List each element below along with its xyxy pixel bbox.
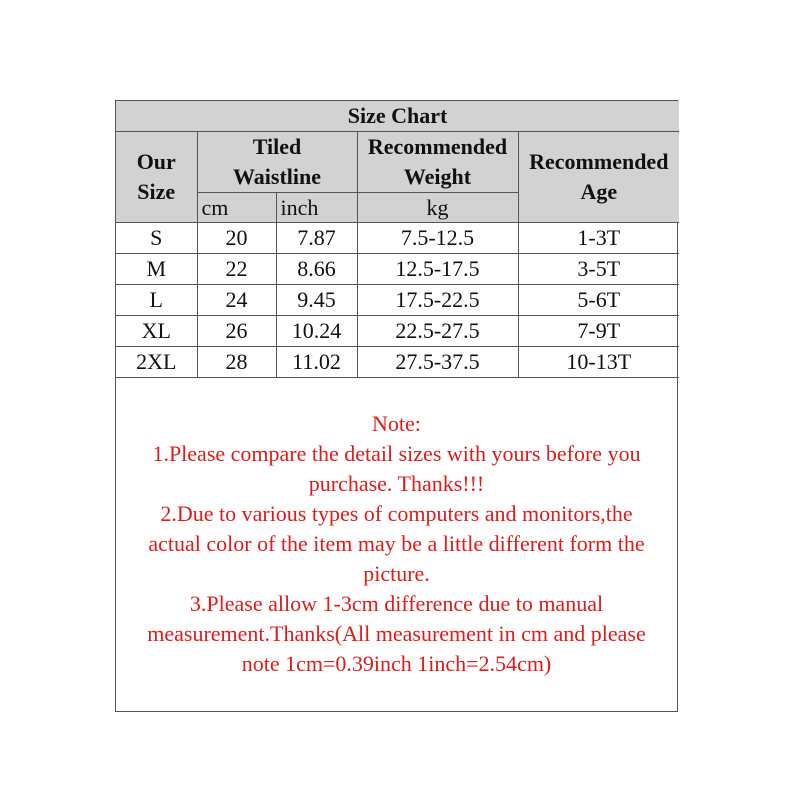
note-line: purchase. Thanks!!! xyxy=(308,471,485,496)
cell-age: 3-5T xyxy=(518,254,679,285)
note-line: measurement.Thanks(All measurement in cm and please xyxy=(147,621,646,646)
cell-age: 5-6T xyxy=(518,285,679,316)
cell-weight: 22.5-27.5 xyxy=(357,316,518,347)
cell-weight: 12.5-17.5 xyxy=(357,254,518,285)
cell-size: XL xyxy=(116,316,197,347)
note-heading: Note: xyxy=(372,411,421,436)
cell-size: M xyxy=(116,254,197,285)
unit-inch: inch xyxy=(276,193,357,223)
cell-inch: 8.66 xyxy=(276,254,357,285)
cell-cm: 24 xyxy=(197,285,276,316)
cell-age: 1-3T xyxy=(518,223,679,254)
cell-inch: 9.45 xyxy=(276,285,357,316)
table-title: Size Chart xyxy=(116,101,679,132)
cell-age: 10-13T xyxy=(518,347,679,378)
table-row xyxy=(116,223,679,254)
table-row xyxy=(116,254,679,285)
cell-cm: 22 xyxy=(197,254,276,285)
unit-cm: cm xyxy=(197,193,276,223)
size-chart-table xyxy=(116,101,679,378)
header-tiled-waistline: Tiled Waistline xyxy=(197,132,357,193)
cell-inch: 7.87 xyxy=(276,223,357,254)
note-line: note 1cm=0.39inch 1inch=2.54cm) xyxy=(241,651,552,676)
table-row xyxy=(116,316,679,347)
cell-inch: 11.02 xyxy=(276,347,357,378)
unit-kg: kg xyxy=(357,193,518,223)
note-line: 2.Due to various types of computers and monitors,the xyxy=(160,501,633,526)
note-line: 1.Please compare the detail sizes with yours before you xyxy=(152,441,641,466)
note-line: 3.Please allow 1-3cm difference due to manual xyxy=(189,591,604,616)
cell-age: 7-9T xyxy=(518,316,679,347)
cell-cm: 26 xyxy=(197,316,276,347)
table-row xyxy=(116,347,679,378)
note-line: actual color of the item may be a little different form the xyxy=(148,531,645,556)
cell-size: L xyxy=(116,285,197,316)
cell-weight: 27.5-37.5 xyxy=(357,347,518,378)
cell-inch: 10.24 xyxy=(276,316,357,347)
header-recommended-age: Recommended Age xyxy=(518,132,679,223)
note-line: picture. xyxy=(363,561,430,586)
cell-size: 2XL xyxy=(116,347,197,378)
cell-cm: 20 xyxy=(197,223,276,254)
header-our-size: Our Size xyxy=(116,132,197,223)
size-chart-sheet xyxy=(115,100,678,712)
notes-block xyxy=(116,409,677,679)
header-recommended-weight: Recommended Weight xyxy=(357,132,518,193)
cell-weight: 17.5-22.5 xyxy=(357,285,518,316)
cell-cm: 28 xyxy=(197,347,276,378)
cell-weight: 7.5-12.5 xyxy=(357,223,518,254)
table-row xyxy=(116,285,679,316)
cell-size: S xyxy=(116,223,197,254)
